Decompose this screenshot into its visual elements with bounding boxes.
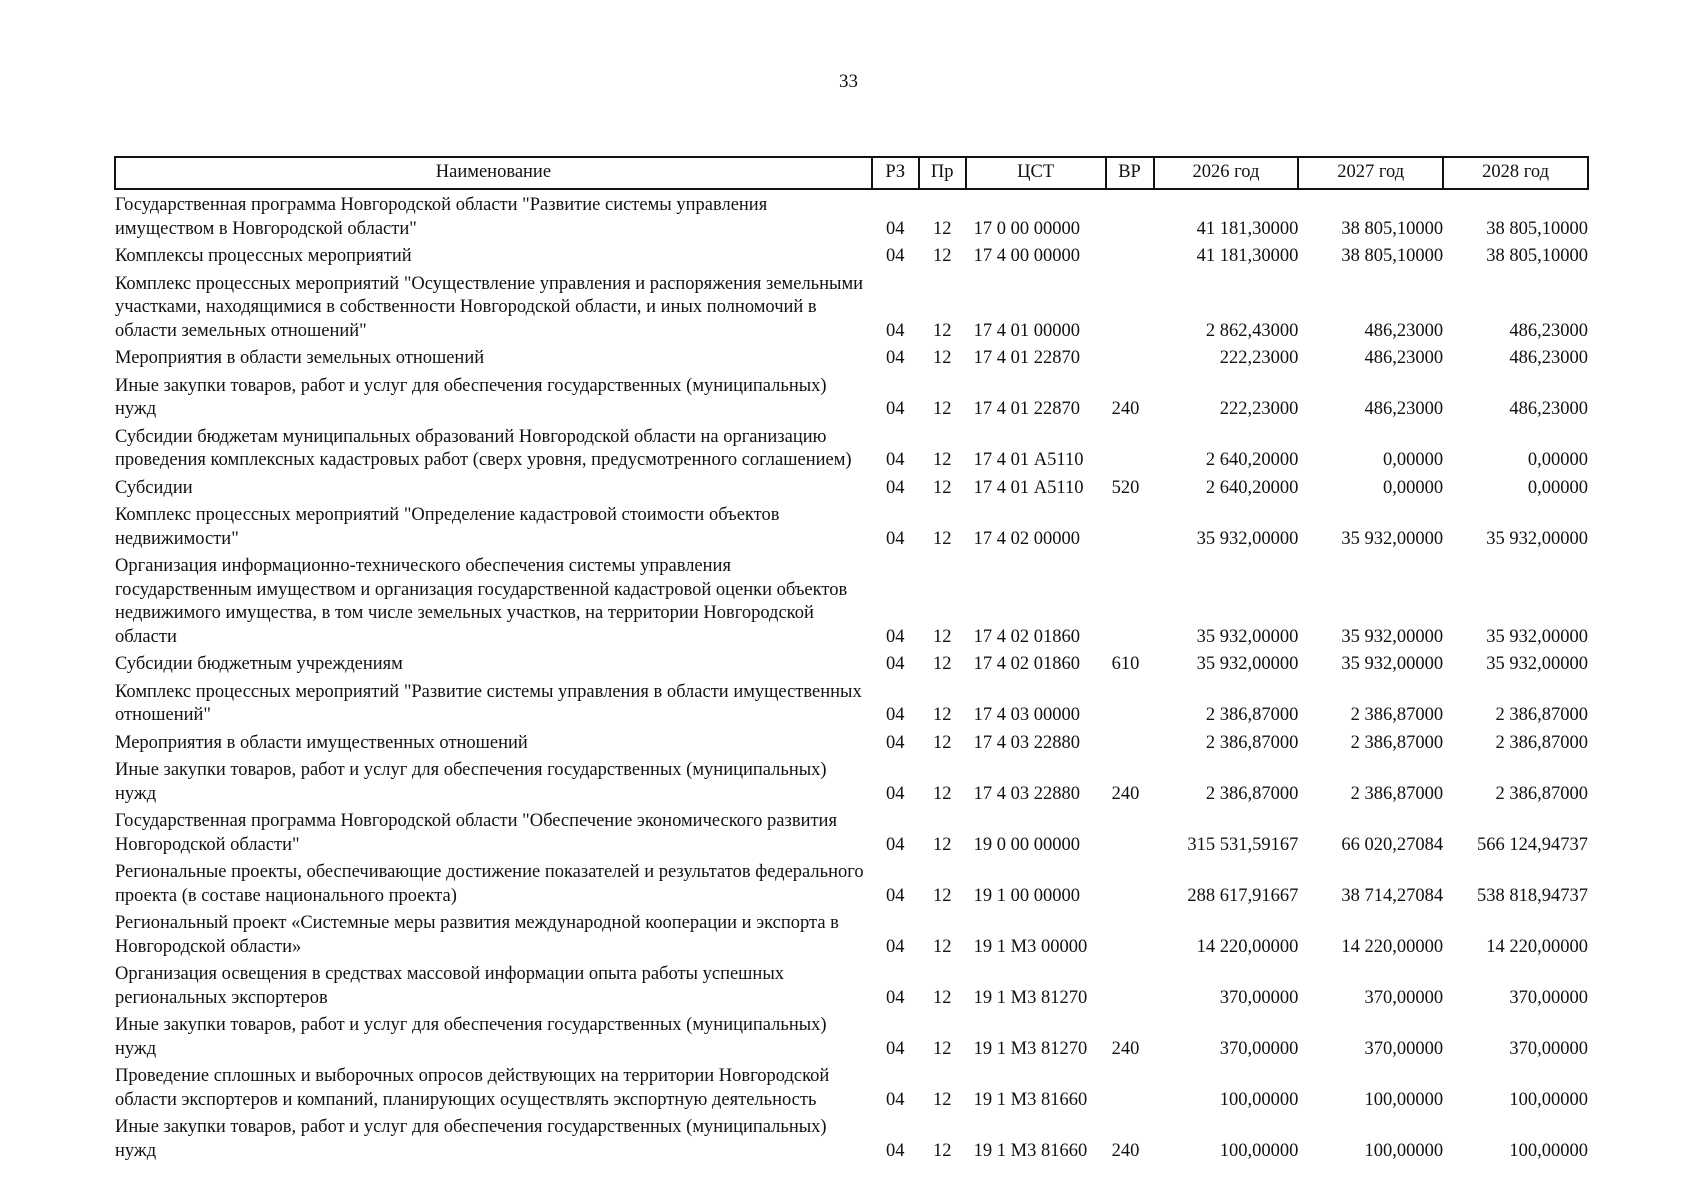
- cell-pr: 12: [932, 1038, 952, 1059]
- cell-2027: 38 805,10000: [1341, 218, 1444, 239]
- cell-pr: 12: [932, 218, 952, 239]
- cell-pr: 12: [932, 705, 952, 725]
- cell-cst: 17 4 01 А5110: [973, 477, 1084, 498]
- header-2026: 2026 год: [1154, 157, 1299, 189]
- cell-vr: 240: [1111, 399, 1140, 419]
- cell-vr: [1106, 551, 1154, 649]
- cell-2026: 315 531,59167: [1187, 834, 1299, 855]
- header-name: Наименование: [115, 157, 872, 189]
- cell-rz: 04: [886, 348, 905, 368]
- cell-name: Мероприятия в области имущественных отношений: [115, 732, 528, 753]
- page-number: 33: [839, 71, 858, 92]
- cell-cst: 17 4 03 00000: [973, 705, 1081, 725]
- cell-pr: 12: [932, 654, 952, 674]
- header-2027: 2027 год: [1298, 157, 1443, 189]
- cell-vr: 240: [1111, 1140, 1140, 1161]
- cell-vr: [1106, 728, 1154, 756]
- cell-2028: 370,00000: [1509, 1038, 1588, 1059]
- cell-2026: 2 640,20000: [1205, 450, 1299, 470]
- cell-2028: 2 386,87000: [1495, 705, 1588, 725]
- cell-2026: 222,23000: [1219, 348, 1299, 368]
- table-row: [115, 806, 1588, 857]
- cell-name: Иные закупки товаров, работ и услуг для обеспечения государственных (муниципальных) нужд: [115, 1015, 827, 1059]
- cell-2028: 538 818,94737: [1477, 885, 1588, 906]
- cell-pr: 12: [932, 834, 952, 855]
- table-row: [115, 908, 1588, 959]
- cell-2027: 35 932,00000: [1341, 654, 1444, 674]
- cell-2026: 2 386,87000: [1205, 705, 1299, 725]
- cell-2026: 2 386,87000: [1205, 783, 1299, 804]
- cell-cst: 17 4 03 22880: [973, 732, 1081, 753]
- cell-pr: 12: [932, 1089, 952, 1110]
- cell-2026: 41 181,30000: [1196, 246, 1299, 266]
- cell-2028: 566 124,94737: [1477, 834, 1588, 855]
- cell-vr: [1106, 189, 1154, 241]
- cell-rz: 04: [886, 885, 905, 906]
- cell-rz: 04: [886, 783, 905, 804]
- cell-2027: 2 386,87000: [1350, 783, 1444, 804]
- cell-pr: 12: [932, 477, 952, 498]
- cell-vr: [1106, 857, 1154, 908]
- cell-cst: 17 4 02 01860: [973, 654, 1081, 674]
- cell-cst: 19 0 00 00000: [973, 834, 1081, 855]
- cell-pr: 12: [932, 246, 952, 266]
- cell-rz: 04: [886, 834, 905, 855]
- cell-vr: [1106, 1061, 1154, 1112]
- cell-cst: 19 1 М3 81270: [973, 1038, 1088, 1059]
- cell-cst: 17 4 02 00000: [973, 528, 1081, 549]
- cell-name: Организация освещения в средствах массовой информации опыта работы успешных региональных экспортеров: [115, 964, 785, 1008]
- cell-rz: 04: [886, 654, 905, 674]
- cell-cst: 19 1 00 00000: [973, 885, 1081, 906]
- cell-rz: 04: [886, 626, 905, 647]
- cell-cst: 19 1 М3 81660: [973, 1140, 1088, 1161]
- cell-2026: 2 862,43000: [1205, 320, 1299, 341]
- cell-cst: 17 4 01 00000: [973, 320, 1081, 341]
- table-row: [115, 1010, 1588, 1061]
- cell-cst: 17 0 00 00000: [973, 218, 1081, 239]
- table-row: [115, 959, 1588, 1010]
- cell-cst: 17 4 03 22880: [973, 783, 1081, 804]
- table-row: [115, 728, 1588, 756]
- cell-pr: 12: [932, 936, 952, 957]
- cell-cst: 19 1 М3 00000: [973, 936, 1088, 957]
- cell-2026: 35 932,00000: [1196, 528, 1299, 549]
- cell-vr: 610: [1111, 654, 1140, 674]
- cell-2028: 14 220,00000: [1486, 936, 1588, 957]
- cell-2027: 38 714,27084: [1341, 885, 1444, 906]
- cell-name: Иные закупки товаров, работ и услуг для обеспечения государственных (муниципальных) нужд: [115, 375, 827, 419]
- cell-2028: 2 386,87000: [1495, 732, 1588, 753]
- cell-vr: [1106, 500, 1154, 551]
- cell-name: Комплекс процессных мероприятий "Определение кадастровой стоимости объектов недвижимости": [115, 505, 780, 549]
- cell-pr: 12: [932, 783, 952, 804]
- cell-2027: 0,00000: [1382, 450, 1444, 470]
- cell-2026: 2 640,20000: [1205, 477, 1299, 498]
- cell-rz: 04: [886, 477, 905, 498]
- cell-vr: 240: [1111, 1038, 1140, 1059]
- cell-pr: 12: [932, 528, 952, 549]
- table-row: [115, 677, 1588, 728]
- table-row: [115, 422, 1588, 473]
- table-row: [115, 551, 1588, 649]
- cell-rz: 04: [886, 1089, 905, 1110]
- cell-rz: 04: [886, 218, 905, 239]
- cell-rz: 04: [886, 320, 905, 341]
- cell-name: Субсидии бюджетным учреждениям: [115, 654, 403, 674]
- cell-rz: 04: [886, 705, 905, 725]
- cell-2028: 38 805,10000: [1486, 246, 1588, 266]
- table-row: [115, 1061, 1588, 1112]
- cell-name: Проведение сплошных и выборочных опросов действующих на территории Новгородской области экспортеров и компаний, планирующих осуществлять экспортную деятельность: [115, 1066, 830, 1110]
- cell-vr: [1106, 908, 1154, 959]
- cell-name: Организация информационно-технического обеспечения системы управления государственным имуществом и организация государственной кадастровой оценки объектов недвижимого имущества, в том числе земельных участков, на территории Новгородской области: [115, 556, 848, 647]
- cell-2028: 0,00000: [1527, 477, 1588, 498]
- cell-2027: 370,00000: [1364, 1038, 1444, 1059]
- cell-cst: 17 4 02 01860: [973, 626, 1081, 647]
- cell-2028: 100,00000: [1509, 1089, 1588, 1110]
- cell-vr: [1106, 269, 1154, 344]
- cell-2027: 486,23000: [1364, 320, 1444, 341]
- cell-2027: 100,00000: [1364, 1140, 1444, 1161]
- cell-2026: 222,23000: [1219, 399, 1299, 419]
- cell-rz: 04: [886, 246, 905, 266]
- cell-pr: 12: [932, 399, 952, 419]
- cell-2028: 35 932,00000: [1486, 654, 1588, 674]
- header-rz: РЗ: [872, 157, 919, 189]
- cell-name: Иные закупки товаров, работ и услуг для обеспечения государственных (муниципальных) нужд: [115, 1117, 827, 1161]
- cell-rz: 04: [886, 399, 905, 419]
- cell-2026: 35 932,00000: [1196, 626, 1299, 647]
- cell-2026: 35 932,00000: [1196, 654, 1299, 674]
- cell-name: Комплекс процессных мероприятий "Осуществление управления и распоряжения земельными участками, находящимися в собственности Новгородской области, и иных полномочий в области земельных отношений": [115, 273, 864, 341]
- cell-name: Комплекс процессных мероприятий "Развитие системы управления в области имущественных отношений": [115, 681, 862, 725]
- cell-2026: 370,00000: [1219, 987, 1299, 1008]
- cell-rz: 04: [886, 1140, 905, 1161]
- cell-2028: 38 805,10000: [1486, 218, 1588, 239]
- cell-name: Комплексы процессных мероприятий: [115, 246, 412, 266]
- cell-pr: 12: [932, 450, 952, 470]
- cell-vr: [1106, 343, 1154, 371]
- cell-2026: 100,00000: [1219, 1089, 1299, 1110]
- cell-2027: 35 932,00000: [1341, 528, 1444, 549]
- cell-2027: 35 932,00000: [1341, 626, 1444, 647]
- table-row: [115, 241, 1588, 269]
- table-row: [115, 649, 1588, 677]
- cell-name: Региональные проекты, обеспечивающие достижение показателей и результатов федерального проекта (в составе национального проекта): [115, 862, 864, 906]
- cell-2026: 100,00000: [1219, 1140, 1299, 1161]
- cell-2028: 2 386,87000: [1495, 783, 1588, 804]
- cell-2027: 370,00000: [1364, 987, 1444, 1008]
- header-cst: ЦСТ: [966, 157, 1106, 189]
- cell-2028: 35 932,00000: [1486, 626, 1588, 647]
- cell-2026: 14 220,00000: [1196, 936, 1299, 957]
- table-row: [115, 269, 1588, 344]
- cell-cst: 17 4 00 00000: [973, 246, 1081, 266]
- cell-name: Субсидии: [115, 477, 193, 498]
- header-pr: Пр: [919, 157, 966, 189]
- cell-cst: 19 1 М3 81270: [973, 987, 1088, 1008]
- table-row: [115, 1112, 1588, 1163]
- cell-pr: 12: [932, 732, 952, 753]
- cell-rz: 04: [886, 987, 905, 1008]
- cell-2027: 486,23000: [1364, 399, 1444, 419]
- cell-cst: 17 4 01 22870: [973, 348, 1081, 368]
- cell-2028: 486,23000: [1509, 399, 1588, 419]
- cell-2026: 370,00000: [1219, 1038, 1299, 1059]
- cell-2026: 288 617,91667: [1187, 885, 1299, 906]
- cell-cst: 19 1 М3 81660: [973, 1089, 1088, 1110]
- cell-name: Государственная программа Новгородской области "Развитие системы управления имуществом в Новгородской области": [115, 195, 768, 239]
- cell-vr: [1106, 959, 1154, 1010]
- cell-vr: [1106, 806, 1154, 857]
- cell-2026: 41 181,30000: [1196, 218, 1299, 239]
- cell-vr: 240: [1111, 783, 1140, 804]
- cell-2027: 66 020,27084: [1341, 834, 1444, 855]
- table-row: [115, 473, 1588, 501]
- cell-2027: 14 220,00000: [1341, 936, 1444, 957]
- cell-name: Субсидии бюджетам муниципальных образований Новгородской области на организацию проведения комплексных кадастровых работ (сверх уровня, предусмотренного соглашением): [115, 426, 852, 470]
- header-vr: ВР: [1106, 157, 1154, 189]
- table-row: [115, 500, 1588, 551]
- cell-cst: 17 4 01 22870: [973, 399, 1081, 419]
- cell-pr: 12: [932, 987, 952, 1008]
- cell-name: Региональный проект «Системные меры развития международной кооперации и экспорта в Новгородской области»: [115, 913, 839, 957]
- table-body: [115, 189, 1588, 1163]
- cell-name: Государственная программа Новгородской области "Обеспечение экономического развития Новгородской области": [115, 811, 837, 855]
- cell-pr: 12: [932, 885, 952, 906]
- cell-2027: 2 386,87000: [1350, 732, 1444, 753]
- cell-2027: 0,00000: [1382, 477, 1444, 498]
- cell-name: Иные закупки товаров, работ и услуг для обеспечения государственных (муниципальных) нужд: [115, 760, 827, 804]
- cell-rz: 04: [886, 1038, 905, 1059]
- cell-vr: [1106, 422, 1154, 473]
- cell-2028: 35 932,00000: [1486, 528, 1588, 549]
- cell-rz: 04: [886, 936, 905, 957]
- cell-2028: 370,00000: [1509, 987, 1588, 1008]
- cell-name: Мероприятия в области земельных отношений: [115, 348, 485, 368]
- cell-pr: 12: [932, 320, 952, 341]
- table-row: [115, 343, 1588, 371]
- cell-2028: 486,23000: [1509, 320, 1588, 341]
- cell-2027: 100,00000: [1364, 1089, 1444, 1110]
- cell-2027: 2 386,87000: [1350, 705, 1444, 725]
- cell-pr: 12: [932, 626, 952, 647]
- cell-pr: 12: [932, 348, 952, 368]
- table-header-row: [115, 157, 1588, 189]
- cell-vr: 520: [1111, 477, 1140, 498]
- cell-cst: 17 4 01 А5110: [973, 450, 1084, 470]
- cell-2026: 2 386,87000: [1205, 732, 1299, 753]
- cell-2028: 486,23000: [1509, 348, 1588, 368]
- cell-vr: [1106, 241, 1154, 269]
- cell-2028: 100,00000: [1509, 1140, 1588, 1161]
- cell-2028: 0,00000: [1527, 450, 1588, 470]
- cell-2027: 486,23000: [1364, 348, 1444, 368]
- table-row: [115, 371, 1588, 422]
- table-row: [115, 755, 1588, 806]
- cell-rz: 04: [886, 732, 905, 753]
- table-row: [115, 189, 1588, 241]
- table-row: [115, 857, 1588, 908]
- cell-pr: 12: [932, 1140, 952, 1161]
- cell-rz: 04: [886, 528, 905, 549]
- cell-2027: 38 805,10000: [1341, 246, 1444, 266]
- cell-rz: 04: [886, 450, 905, 470]
- budget-table: [114, 156, 1589, 1163]
- header-2028: 2028 год: [1443, 157, 1588, 189]
- cell-vr: [1106, 677, 1154, 728]
